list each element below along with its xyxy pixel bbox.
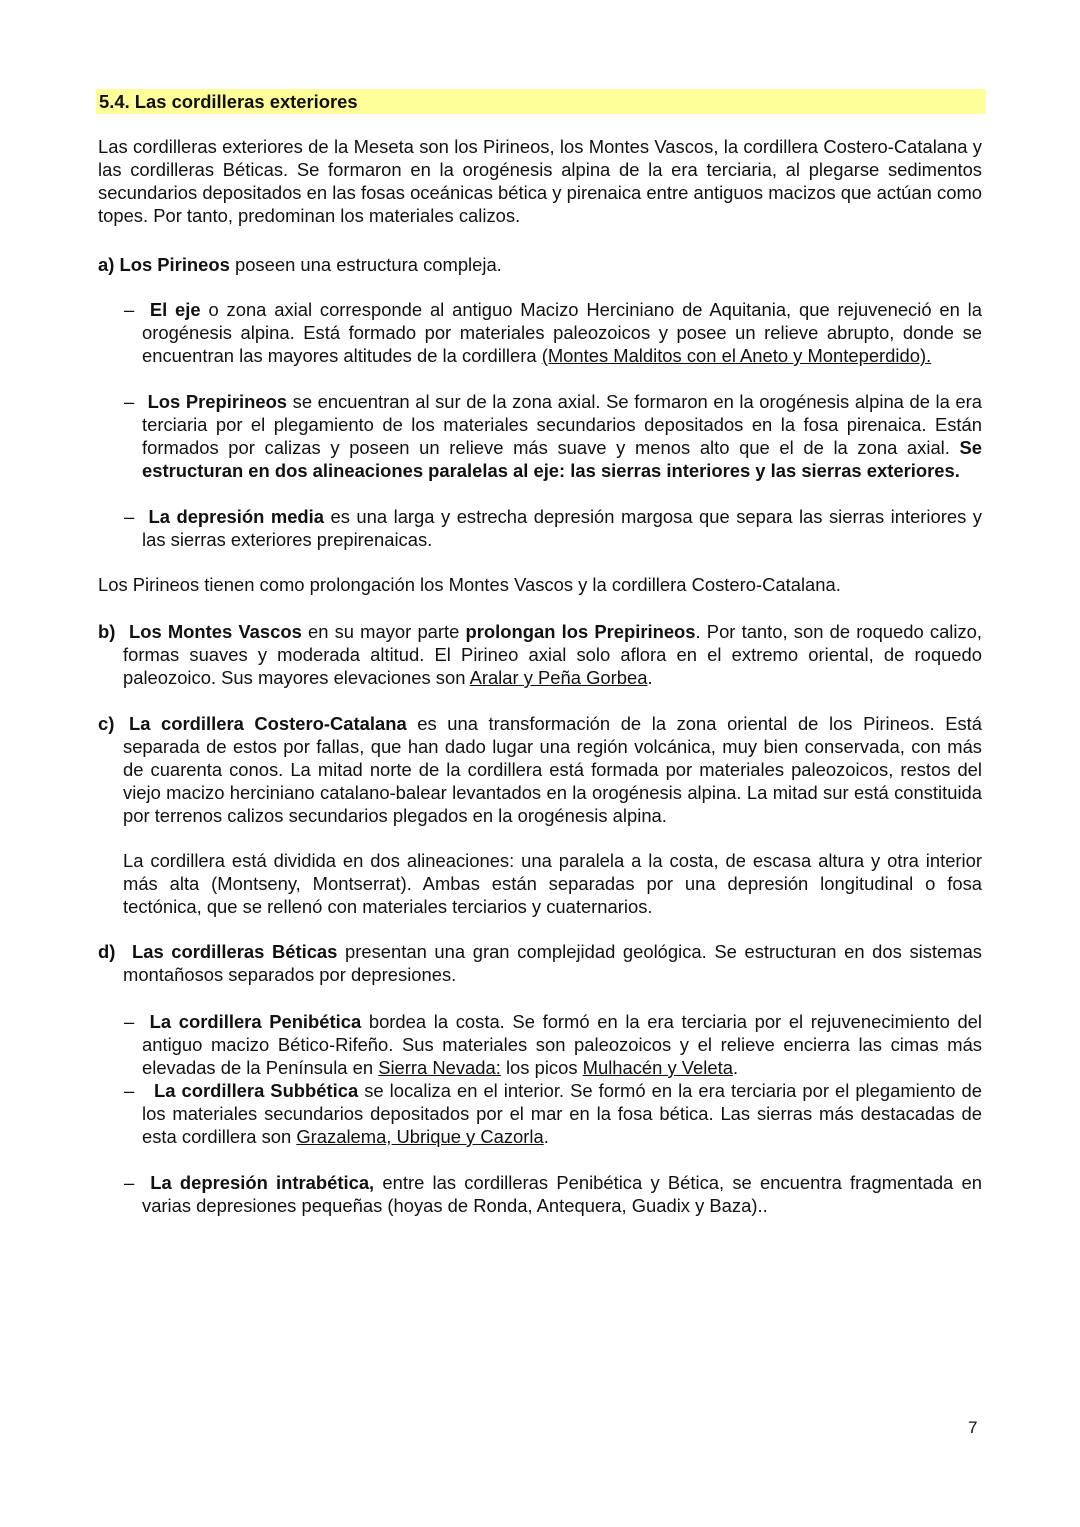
section-c-paragraph: La cordillera Costero-Catalana es una transformación de la zona oriental de los Pirineos. Está separada de estos por fallas, que han dado lugar una región volcánica, muy bien conservada, con más de cuarenta conos. La mitad norte de la cordillera está formada por materiales paleozoicos, restos del viejo macizo herciniano catalano-balear levantados en la orogénesis alpina. La mitad sur está constituida por terrenos calizos secundarios plegados en la orogénesis alpina. [123,713,982,826]
section-c-label: c) [98,713,115,734]
bullet-dash: – [124,1011,135,1032]
section-d-label: d) [98,941,116,962]
pirineos-after-paragraph: Los Pirineos tienen como prolongación los Montes Vascos y la cordillera Costero-Catalana. [98,574,841,595]
section-d-paragraph: Las cordilleras Béticas presentan una gran complejidad geológica. Se estructuran en dos sistemas montañosos separados por depresiones. [123,941,983,985]
bullet-dash: – [124,1080,135,1101]
page-number: 7 [968,1418,978,1437]
bullet-dash: – [124,506,135,527]
beticas-subbetica-item: La cordillera Subbética se localiza en el interior. Se formó en la era terciaria por el plegamiento de los materiales secundarios depositados por el mar en la fosa bética. Las sierras más destacadas de esta cordillera son Grazalema, Ubrique y Cazorla. [142,1080,982,1147]
section-a-title: a) Los Pirineos poseen una estructura compleja. [98,254,502,275]
section-b-label: b) [98,621,116,642]
bullet-dash: – [124,391,135,412]
beticas-penibetica-item: La cordillera Penibética bordea la costa. Se formó en la era terciaria por el rejuvenecimiento del antiguo macizo Bético-Rifeño. Sus materiales son paleozoicos y el relieve encierra las cimas más elevadas de la Península en Sierra Nevada: los picos Mulhacén y Veleta. [142,1011,982,1078]
section-c-paragraph-2: La cordillera está dividida en dos alineaciones: una paralela a la costa, de escasa altura y otra interior más alta (Montseny, Montserrat). Ambas están separadas por una depresión longitudinal o fosa tectónica, que se rellenó con materiales terciarios y cuaternarios. [123,850,982,917]
bullet-dash: – [124,299,135,320]
beticas-intrabetica-item: La depresión intrabética, entre las cordilleras Penibética y Bética, se encuentra fragmentada en varias depresiones pequeñas (hoyas de Ronda, Antequera, Guadix y Baza).. [142,1172,982,1216]
section-heading: 5.4. Las cordilleras exteriores [96,89,986,114]
intro-paragraph: Las cordilleras exteriores de la Meseta son los Pirineos, los Montes Vascos, la cordillera Costero-Catalana y las cordilleras Béticas. Se formaron en la orogénesis alpina de la era terciaria, al plegarse sedimentos secundarios depositados en las fosas oceánicas bética y pirenaica entre antiguos macizos que actúan como topes. Por tanto, predominan los materiales calizos. [98,136,982,226]
pirineos-eje-item: El eje o zona axial corresponde al antiguo Macizo Herciniano de Aquitania, que rejuveneció en la orogénesis alpina. Está formado por materiales paleozoicos y posee un relieve abrupto, donde se encuentran las mayores altitudes de la cordillera (Montes Malditos con el Aneto y Monteperdido). [142,299,982,366]
pirineos-prepirineos-item: Los Prepirineos se encuentran al sur de la zona axial. Se formaron en la orogénesis alpina de la era terciaria por el plegamiento de los materiales secundarios depositados en la fosa pirenaica. Están formados por calizas y poseen un relieve más suave y menos alto que el de la zona axial. Se estructuran en dos alineaciones paralelas al eje: las sierras interiores y las sierras exteriores. [142,391,982,481]
pirineos-depresion-item: La depresión media es una larga y estrecha depresión margosa que separa las sierras interiores y las sierras exteriores prepirenaicas. [142,506,982,550]
section-b-paragraph: Los Montes Vascos en su mayor parte prolongan los Prepirineos. Por tanto, son de roquedo calizo, formas suaves y moderada altitud. El Pirineo axial solo aflora en el extremo oriental, de roquedo paleozoico. Sus mayores elevaciones son Aralar y Peña Gorbea. [123,621,983,688]
bullet-dash: – [124,1172,135,1193]
